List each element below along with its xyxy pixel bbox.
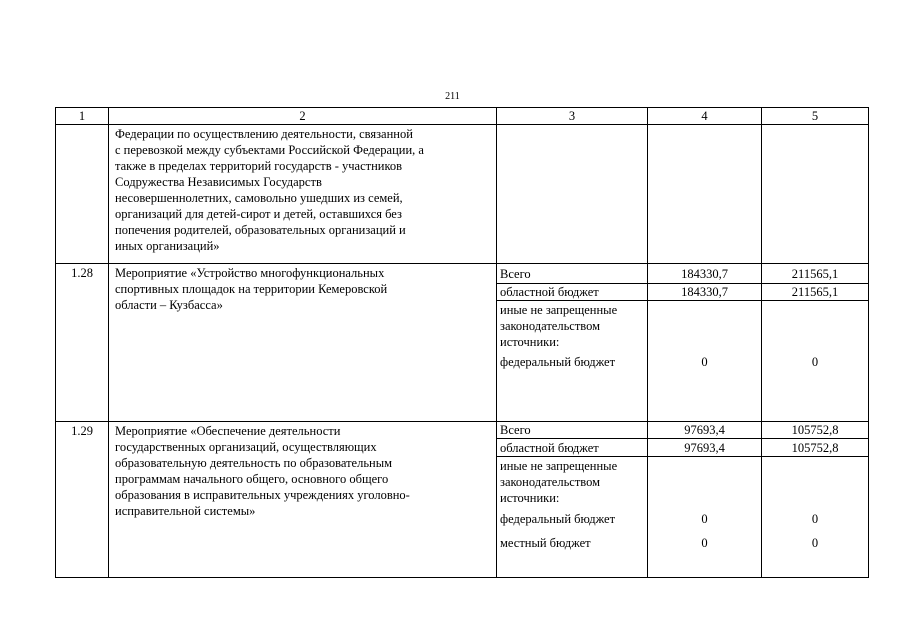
funding-label-federal: федеральный бюджет — [500, 355, 616, 369]
row-description: Мероприятие «Устройство многофункциональных спортивных площадок на территории Кемеровской области – Кузбасса» — [115, 266, 388, 312]
table-right-border — [868, 107, 869, 578]
header-bottom-border — [55, 124, 869, 125]
value-col-4: 184330,7 — [681, 285, 728, 299]
value-col-4: 0 — [701, 512, 708, 526]
column-divider — [496, 107, 497, 578]
row-description: Мероприятие «Обеспечение деятельности государственных организаций, осуществляющих образовательную деятельность по образовательным программам начального общего, основного общего образования в исправительных учреждениях уголовно- исправительной системы» — [115, 424, 410, 518]
header-col-3: 3 — [568, 109, 576, 123]
funding-label-regional: областной бюджет — [500, 285, 599, 299]
value-col-4: 0 — [701, 536, 708, 550]
funding-label-total: Всего — [500, 267, 531, 281]
header-col-4: 4 — [701, 109, 708, 123]
table-bottom-border — [55, 577, 869, 578]
sub-row-divider — [496, 456, 869, 457]
value-col-4: 184330,7 — [681, 267, 728, 281]
header-col-1: 1 — [78, 109, 86, 123]
funding-label-other-sources: иные не запрещенные законодательством источники: — [500, 459, 618, 505]
funding-label-other-sources: иные не запрещенные законодательством источники: — [500, 303, 618, 349]
column-divider — [761, 107, 762, 578]
page-number: 211 — [445, 91, 460, 102]
value-col-5: 211565,1 — [791, 285, 839, 299]
continuation-description: Федерации по осуществлению деятельности, связанной с перевозкой между субъектами Российской Федерации, а также в пределах территорий государств - участников Содружества Независимых Государств несовершеннолетних, самовольно ушедших из семей, организаций для детей-сирот и детей, оставшихся без попечения родителей, образовательных организаций и иных организаций» — [115, 127, 424, 253]
funding-label-total: Всего — [500, 423, 531, 437]
column-divider — [647, 107, 648, 578]
header-col-2: 2 — [299, 109, 306, 123]
row-divider — [55, 263, 869, 264]
sub-row-divider — [496, 438, 869, 439]
value-col-4: 97693,4 — [684, 441, 725, 455]
header-col-5: 5 — [811, 109, 819, 123]
value-col-4: 0 — [701, 355, 708, 369]
table-left-border — [55, 107, 56, 578]
funding-label-regional: областной бюджет — [500, 441, 599, 455]
column-divider — [108, 107, 109, 578]
value-col-5: 105752,8 — [791, 423, 839, 437]
value-col-4: 97693,4 — [684, 423, 725, 437]
sub-row-divider — [496, 300, 869, 301]
value-col-5: 0 — [811, 536, 819, 550]
value-col-5: 0 — [811, 512, 819, 526]
value-col-5: 105752,8 — [791, 441, 839, 455]
funding-label-federal: федеральный бюджет — [500, 512, 616, 526]
row-number: 1.29 — [71, 424, 93, 438]
row-number: 1.28 — [71, 266, 93, 280]
funding-label-local: местный бюджет — [500, 536, 591, 550]
value-col-5: 0 — [811, 355, 819, 369]
value-col-5: 211565,1 — [791, 267, 839, 281]
